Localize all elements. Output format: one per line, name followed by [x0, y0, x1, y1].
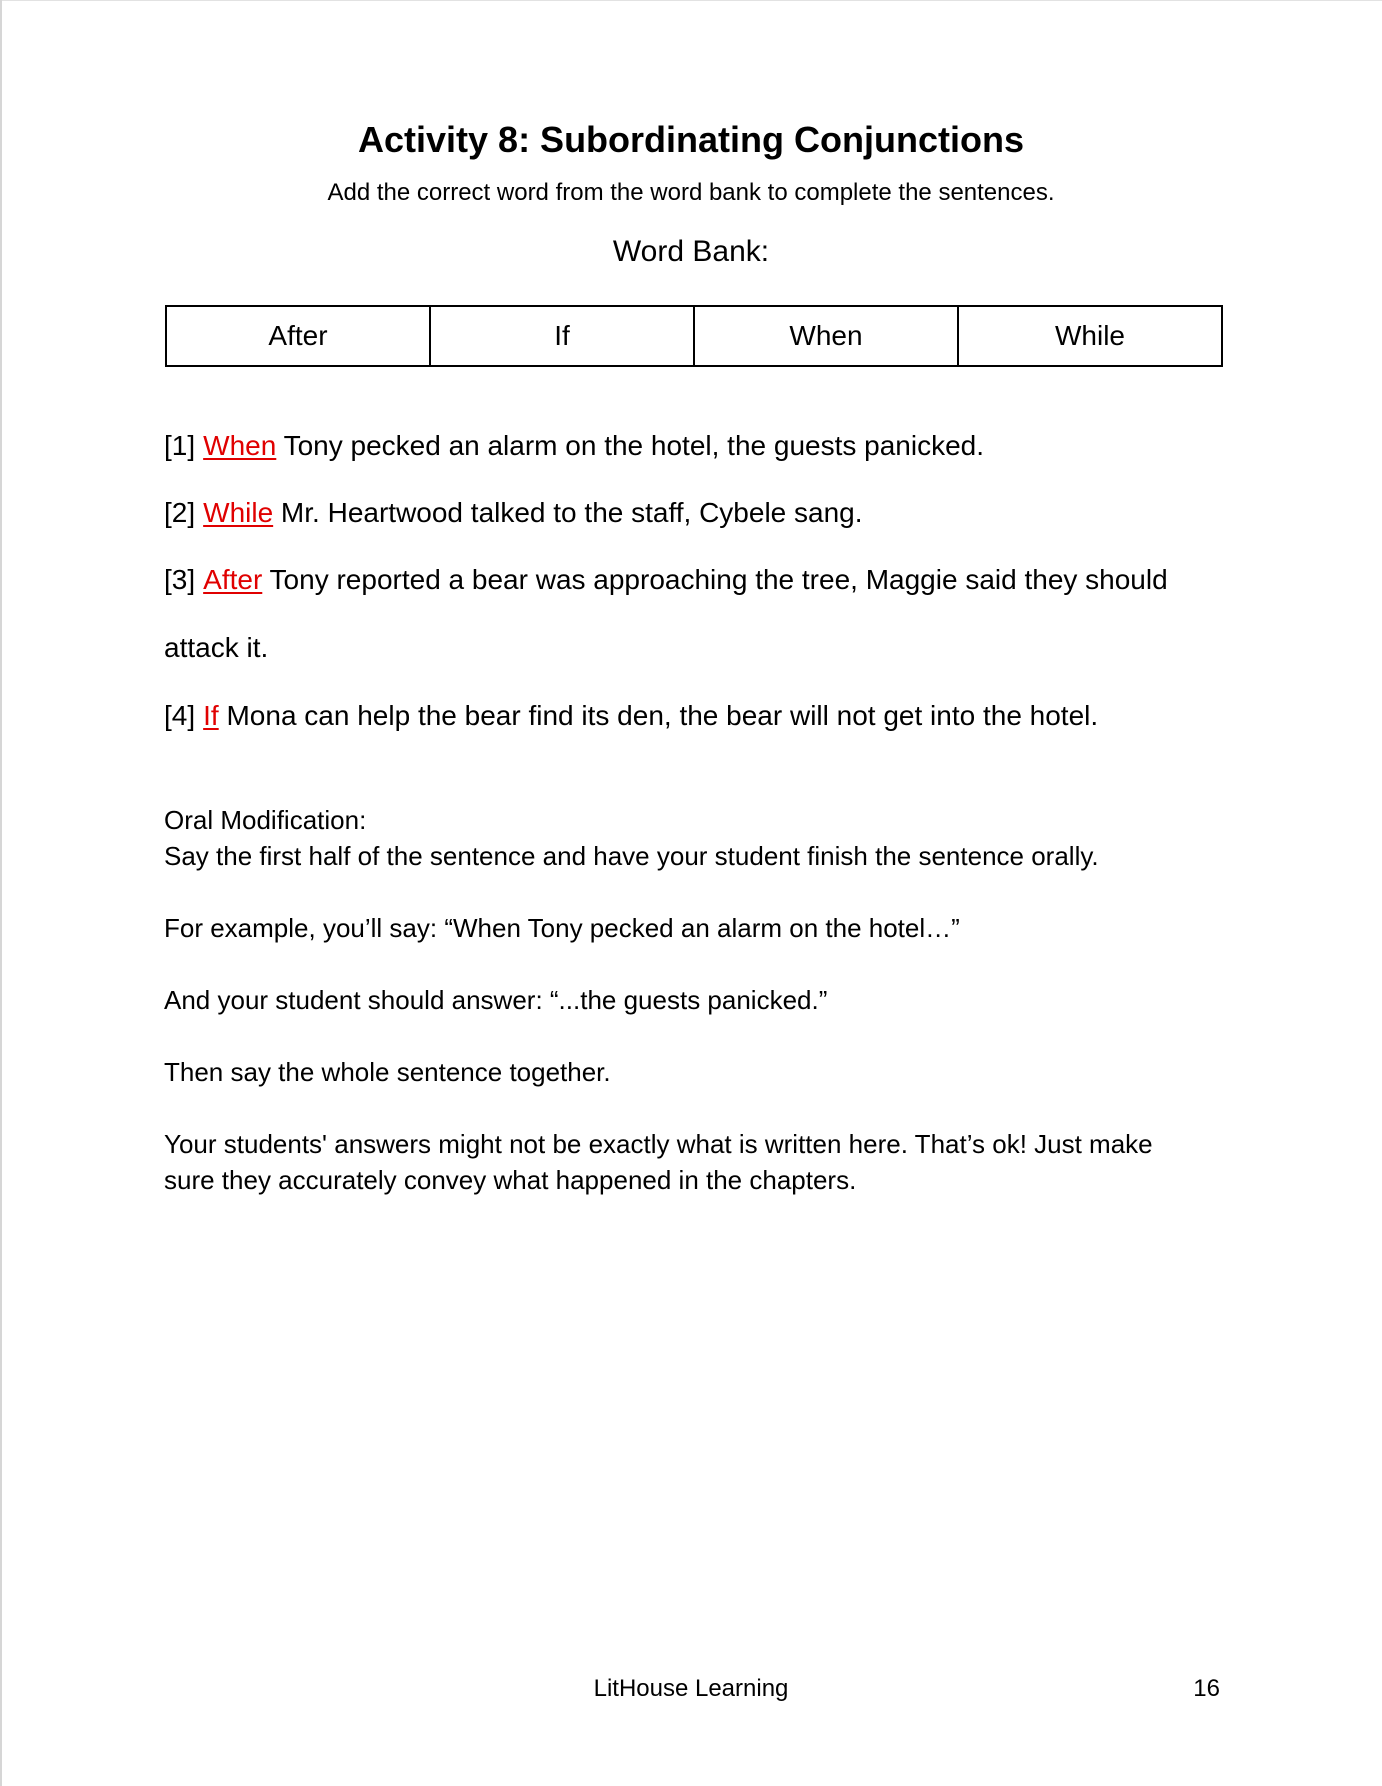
activity-instructions: Add the correct word from the word bank to complete the sentences. — [327, 179, 1055, 206]
sentence-number: [3] — [164, 564, 196, 595]
oral-modification-note-line-2: sure they accurately convey what happened in the chapters. — [164, 1165, 857, 1195]
oral-modification-heading: Oral Modification: — [164, 805, 367, 835]
sentence-answer: While — [203, 497, 274, 528]
sentence-number: [2] — [164, 497, 196, 528]
sentence-1 — [164, 428, 984, 464]
oral-modification-answer-example: And your student should answer: “...the guests panicked.” — [164, 985, 828, 1015]
sentence-3-continuation: attack it. — [164, 632, 269, 663]
sentence-answer: If — [203, 700, 219, 731]
word-bank-cell: If — [430, 306, 694, 366]
word-bank-heading: Word Bank: — [612, 235, 770, 268]
page-top-edge — [0, 0, 1382, 1]
page-number: 16 — [1193, 1675, 1220, 1702]
oral-modification-together: Then say the whole sentence together. — [164, 1057, 611, 1087]
word-bank-row — [166, 306, 1222, 366]
word-bank-cell: After — [166, 306, 430, 366]
sentence-answer: When — [203, 430, 277, 461]
sentence-3 — [164, 562, 1168, 598]
sentence-text: Tony reported a bear was approaching the tree, Maggie said they should — [262, 564, 1168, 595]
word-bank-table — [165, 305, 1223, 367]
activity-title: Activity 8: Subordinating Conjunctions — [358, 119, 1024, 160]
sentence-answer: After — [203, 564, 263, 595]
sentence-text: Mona can help the bear find its den, the bear will not get into the hotel. — [218, 700, 1099, 731]
sentence-number: [1] — [164, 430, 196, 461]
word-bank-cell: When — [694, 306, 958, 366]
sentence-4 — [164, 698, 1098, 734]
sentence-number: [4] — [164, 700, 196, 731]
oral-modification-example: For example, you’ll say: “When Tony pecked an alarm on the hotel…” — [164, 913, 960, 943]
sentence-text: Tony pecked an alarm on the hotel, the guests panicked. — [276, 430, 985, 461]
sentence-text: Mr. Heartwood talked to the staff, Cybele sang. — [273, 497, 863, 528]
sentence-2 — [164, 495, 863, 531]
word-bank-cell: While — [958, 306, 1222, 366]
footer-publisher: LitHouse Learning — [593, 1675, 789, 1702]
oral-modification-instruction: Say the first half of the sentence and have your student finish the sentence orally. — [164, 841, 1099, 871]
oral-modification-note-line-1: Your students' answers might not be exactly what is written here. That’s ok! Just make — [164, 1129, 1153, 1159]
